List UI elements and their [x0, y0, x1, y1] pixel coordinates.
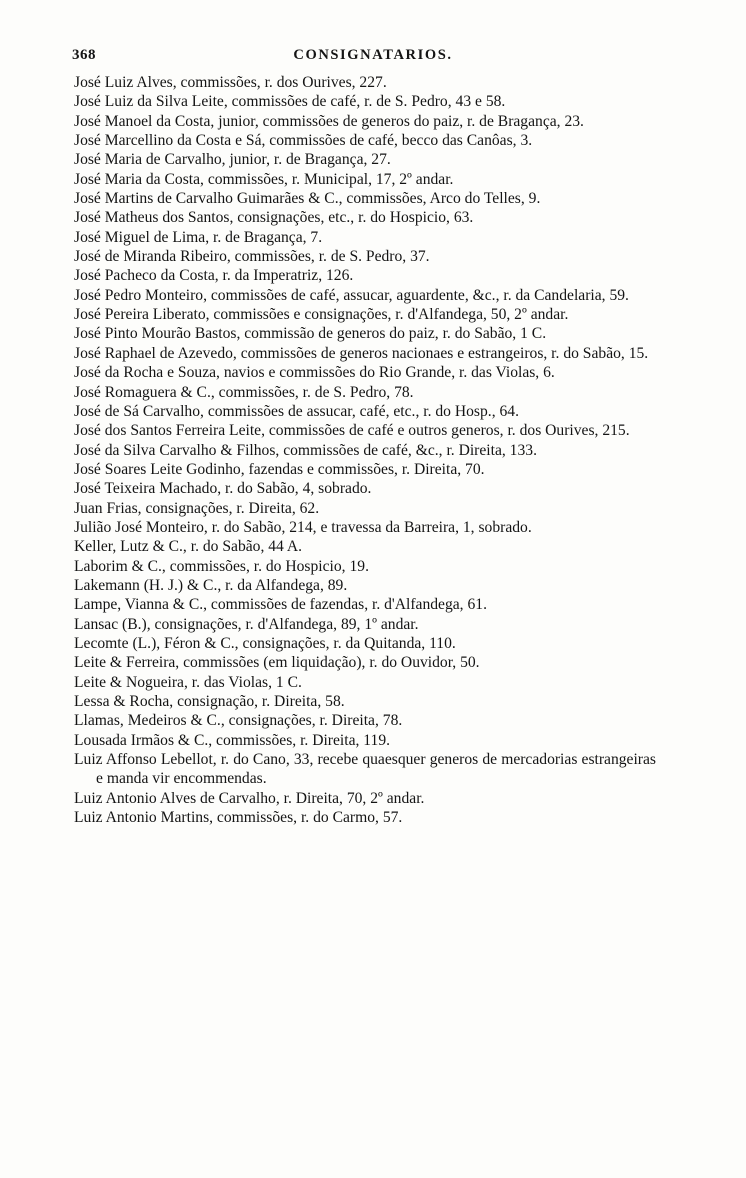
directory-entry: José da Silva Carvalho & Filhos, commissões de café, &c., r. Direita, 133. [74, 441, 537, 459]
directory-entry: Juan Frias, consignações, r. Direita, 62. [74, 499, 320, 517]
directory-entry: José Maria de Carvalho, junior, r. de Bragança, 27. [74, 151, 391, 169]
directory-entry: Llamas, Medeiros & C., consignações, r. Direita, 78. [74, 712, 403, 730]
directory-entry: Lecomte (L.), Féron & C., consignações, r. da Quitanda, 110. [74, 634, 456, 652]
directory-entry: Lousada Irmãos & C., commissões, r. Direita, 119. [74, 731, 391, 749]
page-number: 368 [72, 47, 96, 63]
directory-entry: José Marcellino da Costa e Sá, commissões de café, becco das Canôas, 3. [74, 132, 533, 150]
directory-entry: José Manoel da Costa, junior, commissões de generos do paiz, r. de Bragança, 23. [74, 112, 584, 130]
directory-entry: Lakemann (H. J.) & C., r. da Alfandega, 89. [74, 576, 348, 594]
directory-entry: Laborim & C., commissões, r. do Hospicio, 19. [74, 557, 369, 575]
directory-entry: Lampe, Vianna & C., commissões de fazendas, r. d'Alfandega, 61. [74, 596, 487, 614]
directory-entry: José Maria da Costa, commissões, r. Municipal, 17, 2º andar. [74, 170, 454, 188]
directory-entry: Luiz Affonso Lebellot, r. do Cano, 33, recebe quaesquer generos de mercadorias estrangeiras e manda vir encommendas. [74, 751, 656, 788]
directory-entry: José Pinto Mourão Bastos, commissão de generos do paiz, r. do Sabão, 1 C. [74, 325, 547, 343]
directory-entry: José Martins de Carvalho Guimarães & C., commissões, Arco do Telles, 9. [74, 190, 541, 208]
directory-entry: José dos Santos Ferreira Leite, commissões de café e outros generos, r. dos Ourives, 215. [74, 422, 630, 440]
directory-entry: Lansac (B.), consignações, r. d'Alfandega, 89, 1º andar. [74, 615, 419, 633]
directory-entry: José Luiz da Silva Leite, commissões de café, r. de S. Pedro, 43 e 58. [74, 93, 506, 111]
page-header [72, 47, 674, 69]
directory-entry: José Pereira Liberato, commissões e consignações, r. d'Alfandega, 50, 2º andar. [74, 306, 569, 324]
directory-entry: José de Miranda Ribeiro, commissões, r. de S. Pedro, 37. [74, 248, 430, 266]
directory-entries [74, 73, 656, 827]
directory-entry: Luiz Antonio Martins, commissões, r. do Carmo, 57. [74, 809, 403, 827]
directory-entry: José Raphael de Azevedo, commissões de generos nacionaes e estrangeiros, r. do Sabão, 15. [74, 344, 649, 362]
directory-entry: Lessa & Rocha, consignação, r. Direita, 58. [74, 693, 345, 710]
directory-entry: Leite & Ferreira, commissões (em liquidação), r. do Ouvidor, 50. [74, 654, 480, 672]
directory-entry: José Luiz Alves, commissões, r. dos Ourives, 227. [74, 74, 387, 91]
directory-entry: José Miguel de Lima, r. de Bragança, 7. [74, 228, 323, 246]
running-title: CONSIGNATARIOS. [293, 47, 453, 63]
directory-entry: Leite & Nogueira, r. das Violas, 1 C. [74, 673, 302, 691]
directory-entry: José Pacheco da Costa, r. da Imperatriz, 126. [74, 267, 354, 285]
directory-entry: José Matheus dos Santos, consignações, etc., r. do Hospicio, 63. [74, 209, 474, 227]
directory-entry: José Teixeira Machado, r. do Sabão, 4, sobrado. [74, 480, 372, 498]
directory-entry: Julião José Monteiro, r. do Sabão, 214, e travessa da Barreira, 1, sobrado. [74, 518, 532, 536]
directory-entry: Keller, Lutz & C., r. do Sabão, 44 A. [74, 538, 303, 556]
directory-entry: José Romaguera & C., commissões, r. de S. Pedro, 78. [74, 383, 414, 401]
directory-entry: Luiz Antonio Alves de Carvalho, r. Direita, 70, 2º andar. [74, 789, 425, 807]
directory-entry: José Soares Leite Godinho, fazendas e commissões, r. Direita, 70. [74, 460, 485, 478]
directory-entry: José da Rocha e Souza, navios e commissões do Rio Grande, r. das Violas, 6. [74, 364, 555, 382]
directory-entry: José Pedro Monteiro, commissões de café, assucar, aguardente, &c., r. da Candelaria, 59. [74, 286, 629, 304]
directory-entry: José de Sá Carvalho, commissões de assucar, café, etc., r. do Hosp., 64. [74, 402, 519, 420]
